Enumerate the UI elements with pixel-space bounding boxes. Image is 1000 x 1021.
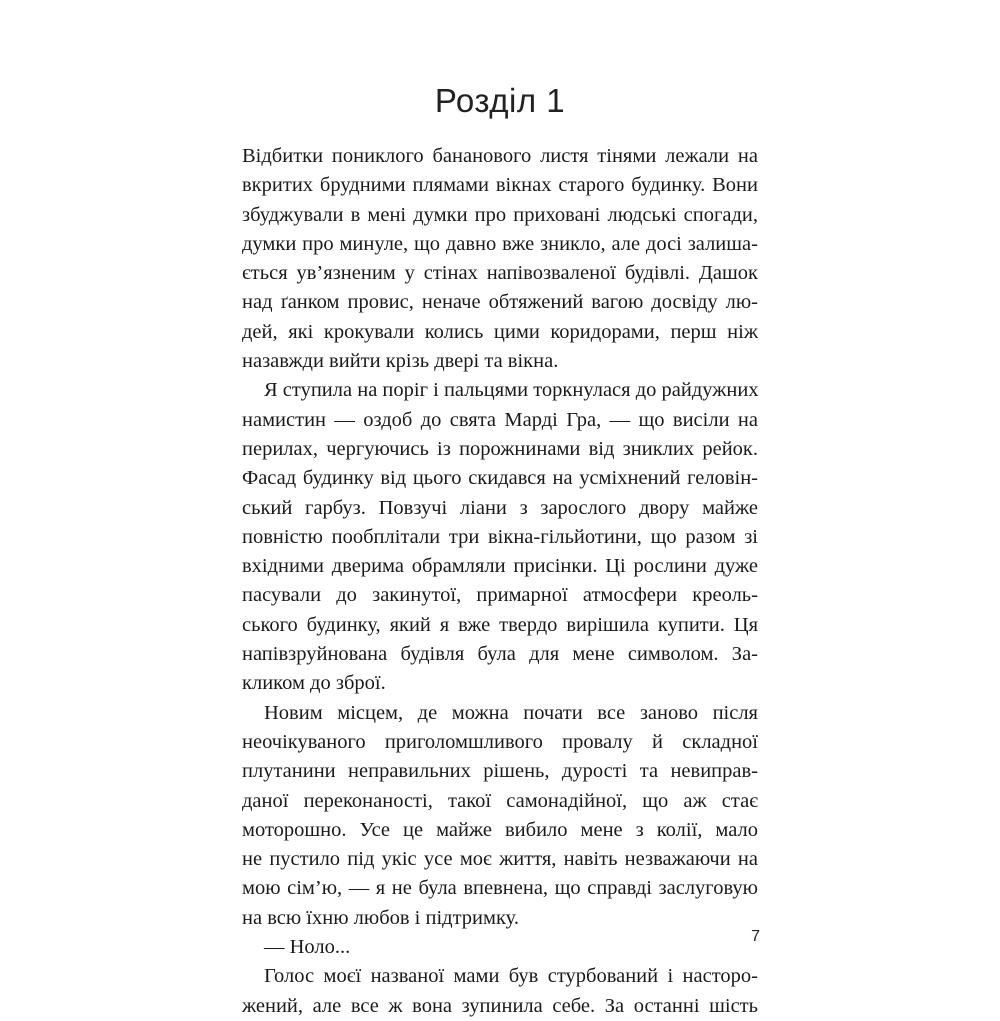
text-line: пасували до закинутої, примарної атмосфери креоль- [242, 584, 758, 607]
body-text [242, 142, 758, 1021]
dialogue-line: — Ноло... [264, 936, 351, 959]
chapter-title: Розділ 1 [434, 82, 566, 119]
text-line: ський гарбуз. Повзучі ліани з зарослого двору майже [242, 496, 758, 519]
text-line: вкритих брудними плямами вікнах старого будинку. Вони [242, 174, 758, 197]
text-line: ється ув’язненим у стінах напівозваленої будівлі. Дашок [242, 262, 758, 285]
page-number: 7 [751, 928, 760, 945]
text-line: вхідними дверима обрамляли присінки. Ці рослини дуже [242, 555, 758, 578]
text-line: повністю пообплітали три вікна-гільйотини, що разом зі [242, 525, 758, 548]
text-line: не пустило під укіс усе моє життя, навіть незважаючи на [242, 848, 758, 871]
text-line: жений, але все ж вона зупинила себе. За останні шість [242, 994, 758, 1017]
text-line: над ґанком провис, неначе обтяжений вагою досвіду лю- [242, 291, 758, 314]
text-line: даної переконаності, такої самонадійної, що аж стає [242, 789, 758, 812]
text-line: моторошно. Усе це майже вибило мене з колії, мало [242, 818, 758, 841]
text-line: ського будинку, який я вже твердо вирішила купити. Ця [242, 613, 758, 636]
text-line: на всю їхню любов і підтримку. [242, 906, 519, 929]
text-line: напівзруйнована будівля була для мене символом. За- [242, 643, 758, 666]
text-line: Голос моєї названої мами був стурбований і насторо- [264, 965, 758, 988]
text-line: плутанини неправильних рішень, дурості та невиправ- [242, 760, 758, 783]
text-line: Відбитки пониклого бананового листя тінями лежали на [242, 145, 758, 167]
text-line: думки про минуле, що давно вже зникло, але досі залиша- [242, 232, 758, 255]
text-line: неочікуваного приголомшливого провалу й складної [242, 730, 758, 753]
text-line: перилах, чергуючись із порожнинами від зниклих рейок. [242, 437, 758, 460]
text-line: мою сім’ю, — я не була впевнена, що справді заслуговую [242, 877, 758, 900]
text-line: Фасад будинку від цього скидався на усміхнений геловін- [242, 467, 758, 490]
text-line: Новим місцем, де можна почати все заново після [264, 701, 758, 724]
text-line: Я ступила на поріг і пальцями торкнулася до райдужних [264, 379, 759, 402]
text-line: збуджували в мені думки про приховані людські спогади, [242, 203, 758, 226]
text-line: кликом до зброї. [242, 672, 386, 695]
text-line: назавжди вийти крізь двері та вікна. [242, 350, 559, 373]
text-line: дей, які крокували колись цими коридорами, перш ніж [242, 320, 758, 343]
text-line: намистин — оздоб до свята Марді Гра, — що висіли на [242, 408, 758, 431]
